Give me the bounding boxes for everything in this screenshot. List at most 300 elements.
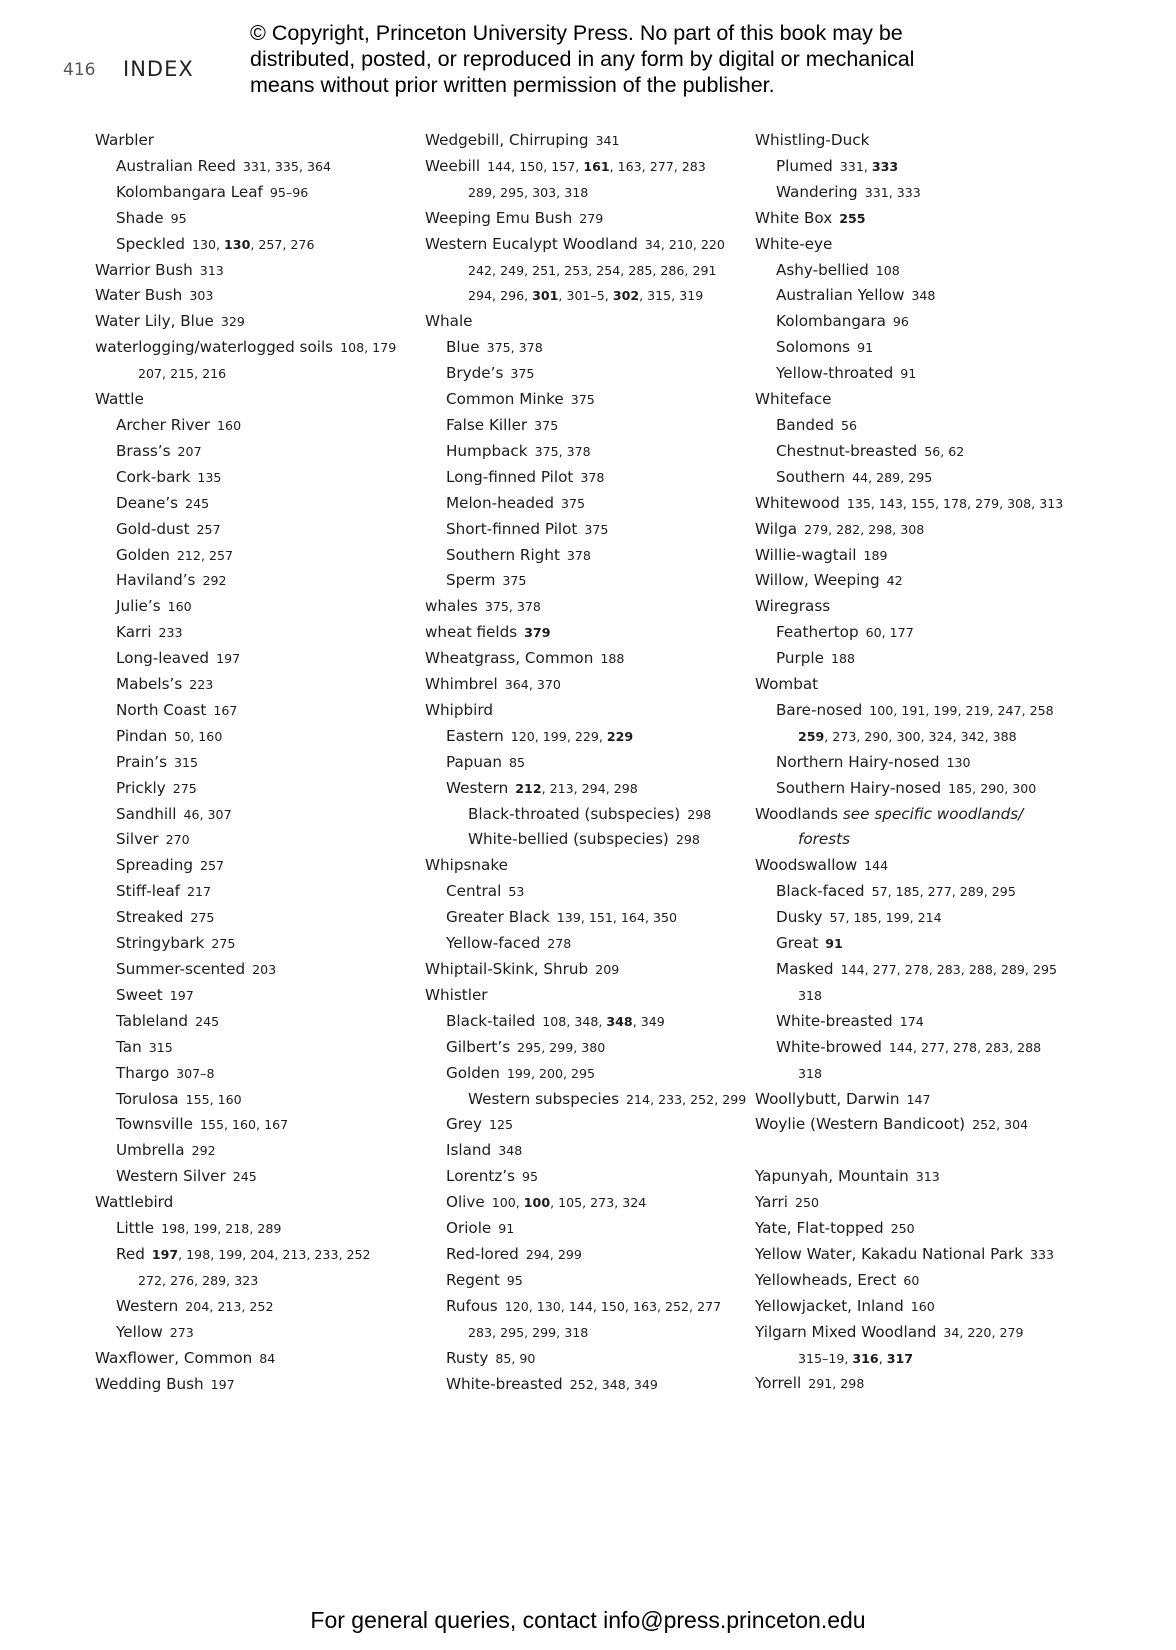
index-term: Willie-wagtail	[755, 545, 857, 564]
page-ref-bold: 255	[839, 210, 866, 226]
index-entry	[95, 1061, 425, 1087]
index-entry	[755, 387, 1085, 413]
index-entry	[755, 1035, 1085, 1061]
index-page-refs: 294, 296, 301, 301–5, 302, 315, 319	[468, 288, 704, 304]
index-entry	[95, 672, 425, 698]
page-ref: 295	[991, 884, 1016, 900]
page-ref: 289	[1000, 962, 1025, 977]
index-entry	[425, 827, 755, 853]
index-term: Australian Yellow	[776, 286, 905, 305]
page-ref: 60	[903, 1272, 920, 1288]
page-ref: 85	[495, 1350, 512, 1366]
index-term: Shade	[116, 208, 164, 227]
page-ref: 167	[264, 1117, 289, 1133]
index-term: Whale	[425, 312, 473, 331]
page-ref: 295	[500, 184, 525, 200]
index-page-refs	[857, 340, 873, 355]
page-ref: 298	[868, 521, 893, 537]
index-page-refs: 272, 276, 289, 323	[138, 1272, 259, 1288]
page-ref: 275	[211, 936, 236, 952]
index-entry	[95, 206, 425, 232]
page-ref: 298	[675, 832, 700, 848]
index-term: Grey	[446, 1115, 483, 1134]
page-ref: 207	[138, 366, 163, 382]
index-term: Australian Reed	[116, 156, 236, 175]
page-ref: 120	[510, 728, 535, 744]
index-page-refs	[233, 1169, 257, 1184]
page-ref: 378	[580, 469, 605, 485]
index-entry	[425, 1164, 755, 1190]
index-entry	[95, 983, 425, 1009]
index-page-refs: 283, 295, 299, 318	[468, 1324, 589, 1340]
index-entry	[95, 491, 425, 517]
page-ref: 120	[504, 1298, 529, 1314]
index-page-refs: 100, 191, 199, 219, 247, 258	[869, 702, 1054, 718]
index-term: White-browed	[776, 1037, 882, 1056]
page-ref: 279	[804, 521, 829, 537]
index-entry	[755, 335, 1085, 361]
page-ref: 197	[169, 987, 194, 1003]
page-ref: 108	[875, 262, 900, 278]
index-term: Yarri	[755, 1193, 788, 1212]
index-term: Summer-scented	[116, 960, 246, 978]
index-term: Northern Hairy-nosed	[776, 752, 940, 771]
index-page-refs: 130, 130, 257, 276	[191, 236, 315, 252]
index-term: Karri	[116, 623, 152, 642]
page-ref: 210	[668, 236, 693, 252]
index-page-refs: 289, 295, 303, 318	[468, 184, 589, 200]
page-ref: 276	[290, 236, 315, 252]
page-ref: 191	[901, 702, 926, 718]
index-page-refs	[841, 418, 857, 433]
index-page-refs	[509, 755, 525, 770]
index-entry	[755, 957, 1085, 983]
index-page-refs	[916, 1169, 940, 1184]
index-page-refs	[831, 651, 855, 666]
index-entry-continuation	[755, 983, 1085, 1009]
page-ref-bold: 259	[798, 728, 825, 744]
index-term: Woylie (Western Bandicoot)	[755, 1115, 966, 1134]
index-entry	[755, 879, 1085, 905]
index-term: Umbrella	[116, 1141, 185, 1160]
index-term: Gilbert’s	[446, 1037, 511, 1056]
page-ref: 375	[584, 521, 609, 537]
index-page-refs	[502, 573, 526, 588]
index-entry-continuation	[425, 258, 755, 284]
index-page-refs	[252, 962, 276, 977]
index-entry	[425, 517, 755, 543]
index-page-refs	[579, 211, 603, 226]
index-entry	[95, 646, 425, 672]
page-ref: 286	[660, 262, 685, 278]
index-term: Water Lily, Blue	[95, 312, 214, 331]
index-term: Woodlands	[755, 804, 839, 823]
index-entry	[425, 983, 755, 1009]
index-entry-continuation	[755, 827, 1085, 853]
index-entry	[95, 931, 425, 957]
page-ref: 62	[948, 443, 965, 459]
page-ref: 174	[899, 1013, 924, 1029]
page-ref: 144	[568, 1298, 593, 1314]
index-page-refs	[864, 858, 888, 873]
index-entry-continuation	[755, 1346, 1085, 1372]
page-ref: 108	[340, 340, 365, 356]
page-ref-bold: 91	[825, 936, 843, 952]
page-ref: 375	[570, 392, 595, 408]
page-ref: 245	[232, 1169, 257, 1185]
index-entry	[95, 802, 425, 828]
index-term: Rufous	[446, 1296, 498, 1315]
index-page-refs: 50, 160	[174, 728, 223, 744]
index-term: Yapunyah, Mountain	[755, 1167, 909, 1186]
page-ref: 95	[522, 1169, 539, 1185]
index-page-refs	[221, 314, 245, 329]
page-ref: 341	[595, 133, 620, 148]
index-entry	[755, 491, 1085, 517]
page-ref: 288	[968, 962, 993, 977]
page-ref: 125	[489, 1117, 514, 1133]
page-ref: 144	[888, 1039, 913, 1055]
index-page-refs	[798, 1066, 822, 1081]
page-ref: 249	[500, 262, 525, 278]
index-see-reference: forests	[798, 830, 851, 849]
page-ref-bold: 100	[523, 1195, 551, 1211]
index-entry-continuation	[95, 1268, 425, 1294]
index-page-refs	[171, 211, 187, 226]
page-ref: 95–96	[269, 184, 309, 200]
index-term: Ashy-bellied	[776, 260, 869, 279]
index-see-reference: see specific woodlands/	[842, 804, 1024, 823]
index-term: Yellow Water, Kakadu National Park	[755, 1244, 1023, 1263]
index-page-refs	[534, 418, 558, 433]
page-ref: 252	[569, 1376, 594, 1392]
page-ref: 388	[992, 728, 1017, 744]
index-term: Chestnut-breasted	[776, 441, 918, 460]
page-ref: 252	[690, 1091, 715, 1107]
index-entry	[425, 413, 755, 439]
index-page-refs: 34, 220, 279	[943, 1324, 1024, 1340]
page-ref: 233	[158, 625, 183, 641]
index-entry	[95, 1112, 425, 1138]
index-entry	[425, 1061, 755, 1087]
page-ref: 257	[199, 858, 225, 874]
index-page-refs	[166, 832, 190, 847]
index-page-refs: 185, 290, 300	[948, 780, 1037, 796]
index-term: Humpback	[446, 441, 528, 460]
index-entry	[425, 1138, 755, 1164]
index-term: Waxflower, Common	[95, 1348, 253, 1367]
index-entry	[95, 568, 425, 594]
page-ref-bold: 130	[224, 236, 251, 252]
page-ref-bold: 317	[886, 1350, 913, 1366]
index-page-refs	[216, 651, 240, 666]
index-page-refs	[189, 288, 213, 303]
page-ref: 315–19	[798, 1350, 845, 1366]
index-page-refs: 375, 378	[534, 443, 591, 459]
page-ref: 370	[536, 677, 561, 693]
index-page-refs	[903, 1273, 919, 1288]
index-page-refs	[567, 548, 591, 563]
index-entry-continuation	[755, 724, 1085, 750]
page-ref: 290	[980, 780, 1005, 796]
page-ref: 215	[170, 366, 195, 382]
index-entry	[755, 931, 1085, 957]
index-page-refs: 60, 177	[865, 625, 914, 641]
page-ref: 299	[557, 1246, 582, 1262]
index-term: Bryde’s	[446, 364, 504, 383]
index-term: Whitewood	[755, 493, 840, 512]
index-page-refs: 315–19, 316, 317	[798, 1350, 913, 1366]
page-ref: 163	[632, 1298, 657, 1314]
index-entry	[425, 750, 755, 776]
index-entry	[755, 698, 1085, 724]
page-ref: 56	[924, 443, 941, 459]
page-ref: 277	[872, 962, 897, 977]
page-ref: 95	[170, 210, 187, 226]
index-entry	[425, 1294, 755, 1320]
page-ref: 242	[468, 262, 493, 278]
index-page-refs: 155, 160	[185, 1091, 242, 1107]
index-entry	[425, 128, 755, 154]
index-entry	[95, 154, 425, 180]
index-entry	[95, 309, 425, 335]
index-page-refs: 57, 185, 199, 214	[829, 910, 942, 926]
index-term: waterlogging/waterlogged soils	[95, 338, 334, 357]
index-term: Speckled	[116, 234, 185, 253]
index-entry	[755, 543, 1085, 569]
index-entry	[425, 232, 755, 258]
index-page-refs: 294, 299	[525, 1246, 582, 1262]
page-ref-bold: 161	[583, 158, 610, 174]
index-entry	[95, 957, 425, 983]
page-ref: 42	[886, 573, 903, 589]
page-ref: 307–8	[176, 1065, 215, 1081]
index-page-refs	[170, 988, 194, 1003]
page-ref: 319	[679, 288, 704, 304]
index-page-refs	[839, 211, 865, 226]
index-page-refs: 331, 333	[864, 184, 921, 200]
index-entry	[95, 1242, 425, 1268]
page-ref: 277	[649, 158, 674, 174]
index-term: Little	[116, 1219, 155, 1238]
page-ref-bold: 301	[532, 288, 559, 304]
page-ref: 295	[908, 469, 933, 485]
index-page-refs	[170, 1325, 194, 1340]
index-term: Wattlebird	[95, 1193, 174, 1212]
index-entry	[95, 594, 425, 620]
page-ref: 294	[581, 780, 606, 796]
index-entry	[95, 1087, 425, 1113]
page-ref: 378	[566, 443, 591, 459]
index-page-refs: 375, 378	[484, 599, 541, 615]
page-ref: 349	[633, 1376, 658, 1392]
copyright-line: means without prior written permission of the publisher.	[250, 73, 775, 97]
page-ref: 100	[869, 702, 894, 718]
index-entry	[755, 620, 1085, 646]
index-page-refs	[174, 755, 198, 770]
page-ref: 209	[595, 962, 620, 977]
index-entry	[755, 1164, 1085, 1190]
index-page-refs	[595, 962, 619, 977]
page-ref: 288	[1017, 1039, 1042, 1055]
page-ref: 307	[207, 806, 232, 822]
index-term: Yellowheads, Erect	[755, 1270, 897, 1289]
page-ref: 53	[508, 884, 525, 900]
index-page-refs	[197, 522, 221, 537]
page-ref: 199	[506, 1065, 531, 1081]
index-entry	[755, 206, 1085, 232]
page-ref: 160	[217, 417, 242, 433]
index-page-refs	[508, 884, 524, 899]
page-ref: 318	[798, 987, 823, 1003]
page-ref: 250	[890, 1221, 915, 1237]
index-entry	[95, 1372, 425, 1398]
index-term: Wiregrass	[755, 597, 831, 616]
page-ref: 380	[581, 1039, 606, 1055]
page-ref: 295	[500, 1324, 525, 1340]
index-page-refs	[798, 988, 822, 1003]
page-ref: 276	[170, 1272, 195, 1288]
index-term: Golden	[116, 545, 170, 564]
index-entry-continuation	[425, 180, 755, 206]
index-entry	[755, 1216, 1085, 1242]
index-entry-continuation	[755, 1061, 1085, 1087]
page-ref: 223	[189, 677, 214, 693]
page-ref-bold: 316	[852, 1350, 879, 1366]
page-ref: 299	[549, 1039, 574, 1055]
index-page-refs: 375, 378	[486, 340, 543, 356]
index-entry-continuation	[95, 361, 425, 387]
index-term: Wandering	[776, 182, 858, 201]
page-ref: 150	[600, 1298, 625, 1314]
index-term: Haviland’s	[116, 571, 196, 590]
page-number: 416	[63, 60, 96, 80]
index-term: Wheatgrass, Common	[425, 649, 594, 668]
page-ref: 212	[176, 547, 201, 563]
page-ref: 199	[542, 728, 567, 744]
page-ref: 258	[1029, 702, 1054, 718]
index-page-refs: 291, 298	[808, 1376, 865, 1392]
page-ref: 378	[518, 340, 543, 356]
page-ref: 301–5	[566, 288, 605, 304]
index-entry	[755, 283, 1085, 309]
index-entry	[95, 180, 425, 206]
page-ref: 348	[601, 1376, 626, 1392]
page-ref: 214	[626, 1091, 651, 1107]
page-ref: 233	[314, 1246, 339, 1262]
index-entry	[95, 283, 425, 309]
page-ref: 199	[218, 1246, 243, 1262]
page-ref: 46	[183, 806, 200, 822]
page-ref: 220	[967, 1324, 992, 1340]
index-term: Whimbrel	[425, 675, 498, 694]
index-entry	[755, 1009, 1085, 1035]
index-entry	[755, 1242, 1085, 1268]
index-page-refs: 57, 185, 277, 289, 295	[871, 884, 1016, 900]
index-entry	[425, 698, 755, 724]
page-ref: 250	[794, 1195, 819, 1211]
index-entry	[425, 361, 755, 387]
page-ref: 364	[306, 158, 332, 174]
page-ref: 378	[566, 547, 591, 563]
page-ref: 331	[839, 158, 864, 174]
page-ref: 315	[174, 754, 199, 770]
page-ref: 285	[628, 262, 653, 278]
index-term: False Killer	[446, 415, 528, 434]
index-term: Masked	[776, 960, 834, 978]
index-entry	[755, 361, 1085, 387]
index-term: Sweet	[116, 985, 163, 1004]
index-page-refs: 139, 151, 164, 350	[556, 910, 678, 926]
index-entry	[425, 1009, 755, 1035]
index-entry	[425, 646, 755, 672]
page-ref: 150	[519, 158, 544, 174]
index-term: Kolombangara Leaf	[116, 182, 263, 201]
index-term: Cork-bark	[116, 467, 191, 486]
page-ref: 203	[252, 962, 277, 977]
page-ref: 199	[933, 702, 958, 718]
page-ref: 252	[346, 1246, 371, 1262]
index-term: Willow, Weeping	[755, 571, 880, 590]
index-term: Townsville	[116, 1115, 193, 1134]
index-entry	[755, 258, 1085, 284]
page-ref: 144	[864, 858, 889, 874]
page-ref: 292	[202, 573, 227, 589]
index-entry	[755, 1268, 1085, 1294]
page-ref: 308	[1007, 495, 1032, 511]
page-ref: 294	[468, 288, 493, 304]
index-entry	[95, 258, 425, 284]
page-ref: 295	[571, 1065, 596, 1081]
index-entry	[425, 1372, 755, 1398]
index-term: Tan	[116, 1037, 142, 1056]
index-entry	[95, 1009, 425, 1035]
page-ref: 207	[177, 443, 202, 459]
page-ref: 331	[242, 158, 267, 174]
page-ref: 291	[808, 1376, 833, 1392]
index-entry	[425, 387, 755, 413]
index-page-refs: 212, 257	[176, 547, 233, 563]
index-entry	[425, 568, 755, 594]
index-page-refs	[522, 1169, 538, 1184]
page-ref: 342	[960, 728, 985, 744]
page-ref: 167	[213, 702, 238, 718]
page-ref: 179	[372, 340, 397, 356]
page-ref: 275	[190, 910, 215, 926]
index-entry	[755, 1112, 1085, 1138]
page-ref: 291	[692, 262, 717, 278]
index-entry	[425, 724, 755, 750]
page-ref: 277	[927, 884, 952, 900]
index-page-refs: 331, 333	[839, 158, 899, 174]
page-ref: 252	[665, 1298, 690, 1314]
index-entry	[425, 1216, 755, 1242]
index-entry	[425, 491, 755, 517]
index-page-refs: 44, 289, 295	[852, 469, 933, 485]
page-ref: 313	[915, 1169, 940, 1185]
page-ref: 163	[617, 158, 642, 174]
index-term: Papuan	[446, 752, 502, 771]
index-term: Olive	[446, 1193, 485, 1212]
index-page-refs: 198, 199, 218, 289	[161, 1221, 282, 1237]
index-page-refs: 34, 210, 220	[644, 236, 725, 252]
running-head: INDEX	[123, 57, 194, 81]
index-term: Wedgebill, Chirruping	[425, 131, 589, 149]
page-ref: 177	[889, 625, 914, 641]
page-ref: 333	[896, 184, 921, 200]
index-page-refs: 100, 100, 105, 273, 324	[491, 1195, 647, 1211]
page-ref: 290	[864, 728, 889, 744]
